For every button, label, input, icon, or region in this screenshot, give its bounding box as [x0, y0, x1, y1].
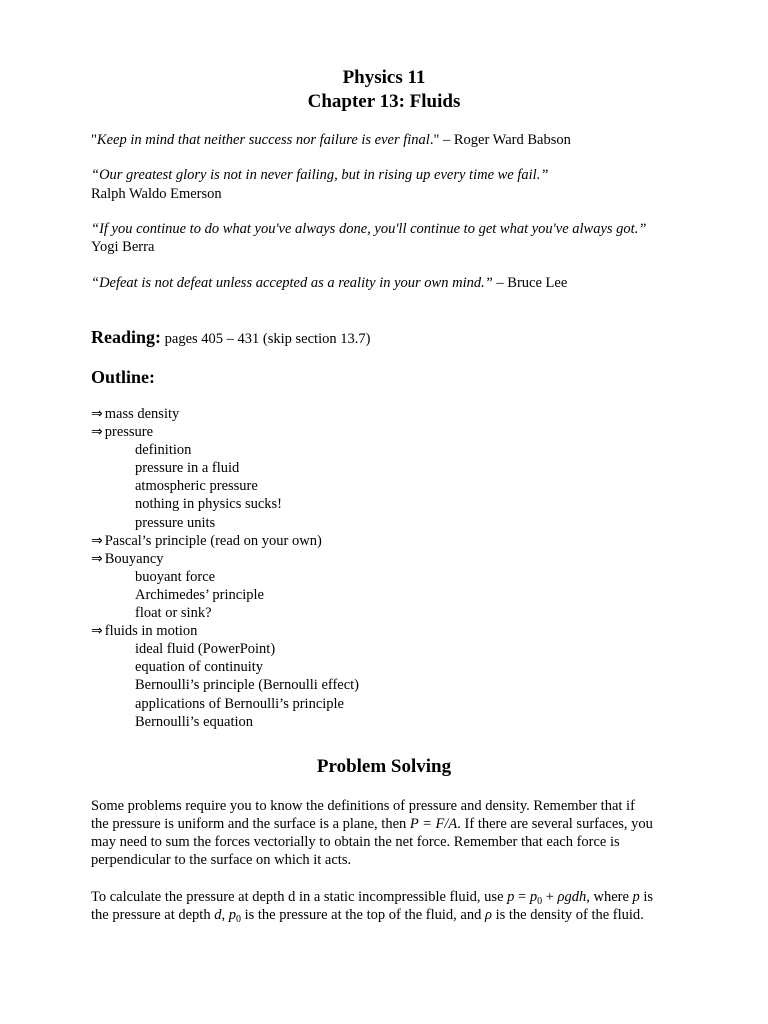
outline-subitem [91, 658, 359, 676]
outline-item [91, 405, 359, 423]
outline-subitem [91, 568, 359, 586]
outline-subitem [91, 495, 359, 513]
outline-item-text: pressure [104, 424, 154, 441]
outline-subitem [91, 640, 359, 658]
chapter-title: Chapter 13: Fluids [307, 91, 461, 112]
outline-item-text: applications of Bernoulli’s principle [135, 695, 344, 712]
outline-subitem [91, 514, 359, 532]
outline-item-text: buoyant force [135, 568, 216, 585]
arrow-icon: ⇒ [91, 424, 103, 441]
outline-item-text: pressure units [135, 514, 216, 531]
arrow-icon: ⇒ [91, 406, 103, 422]
outline-item [91, 423, 359, 441]
outline-subitem [91, 441, 359, 459]
outline-item-text: nothing in physics sucks! [135, 496, 283, 513]
reading-label: Reading: [91, 327, 162, 347]
outline-subitem [91, 604, 359, 622]
outline-item-text: Bernoulli’s principle (Bernoulli effect) [135, 677, 360, 694]
problem-solving-paragraph-1: Some problems require you to know the definitions of pressure and density. Remember that if the pressure is uniform and the surface is a plane, then P = F/A. If there are several surfaces, you may need to sum the forces vectorially to obtain the net force. Remember that each force is perpendicular to the surface on which it acts. [91, 798, 653, 868]
quote-babson: "Keep in mind that neither success nor failure is ever final." – Roger Ward Babson [91, 132, 571, 148]
outline-item-text: Bouyancy [104, 550, 164, 567]
pressure-formula: P = F/A [409, 816, 458, 832]
outline-item-text: equation of continuity [135, 659, 264, 676]
quote-emerson [91, 166, 548, 184]
problem-solving-paragraph-2: To calculate the pressure at depth d in a static incompressible fluid, use $p = p_0 + \rho gdh$, where p is the pressure at depth d, $p_0$ is the pressure at the top of the fluid, and ρ is the density of the fluid. [91, 889, 654, 925]
quote-author: Ralph Waldo Emerson [91, 186, 222, 202]
outline-item [91, 532, 359, 550]
quote-author: – Bruce Lee [492, 275, 568, 291]
reading-pages: pages 405 – 431 (skip section 13.7) [161, 331, 371, 347]
course-title: Physics 11 [342, 67, 426, 88]
outline-item-text: Bernoulli’s equation [135, 713, 253, 730]
outline-subitem [91, 586, 359, 604]
rho-symbol: ρ [557, 889, 565, 905]
outline-subitem [91, 695, 359, 713]
rho-symbol: ρ [485, 907, 492, 923]
outline-item-text: ideal fluid (PowerPoint) [135, 641, 276, 658]
outline-item [91, 550, 359, 568]
quote-text: “Defeat is not defeat unless accepted as a reality in your own mind.” [91, 275, 493, 291]
quote-lee [91, 274, 567, 292]
outline-item-text: definition [135, 442, 192, 459]
quote-author: ." – Roger Ward Babson [429, 132, 571, 148]
outline-subitem [91, 713, 359, 731]
quote-author: Yogi Berra [91, 239, 155, 255]
outline-item-text: fluids in motion [104, 623, 198, 640]
arrow-icon: ⇒ [91, 532, 103, 549]
outline-list [91, 405, 359, 731]
quote-text: Keep in mind that neither success nor failure is ever final [96, 132, 430, 148]
quote-text: “If you continue to do what you've always done, you'll continue to get what you've always got.” [91, 221, 647, 237]
outline-item-text: float or sink? [135, 605, 212, 622]
quote-berra [91, 220, 646, 238]
arrow-icon: ⇒ [91, 623, 103, 640]
outline-item-text: pressure in a fluid [135, 460, 240, 477]
quote-text: “Our greatest glory is not in never failing, but in rising up every time we fail.” [91, 167, 549, 183]
outline-item-text: Archimedes’ principle [135, 586, 264, 603]
outline-item-text: mass density [104, 406, 180, 422]
outline-subitem [91, 459, 359, 477]
arrow-icon: ⇒ [91, 550, 103, 567]
outline-item-text: atmospheric pressure [135, 478, 258, 495]
outline-subitem [91, 477, 359, 495]
problem-solving-title: Problem Solving [316, 756, 452, 777]
reading-line [91, 327, 370, 348]
outline-heading: Outline: [91, 367, 156, 387]
outline-item [91, 622, 359, 640]
outline-subitem [91, 676, 359, 694]
outline-item-text: Pascal’s principle (read on your own) [104, 532, 322, 549]
